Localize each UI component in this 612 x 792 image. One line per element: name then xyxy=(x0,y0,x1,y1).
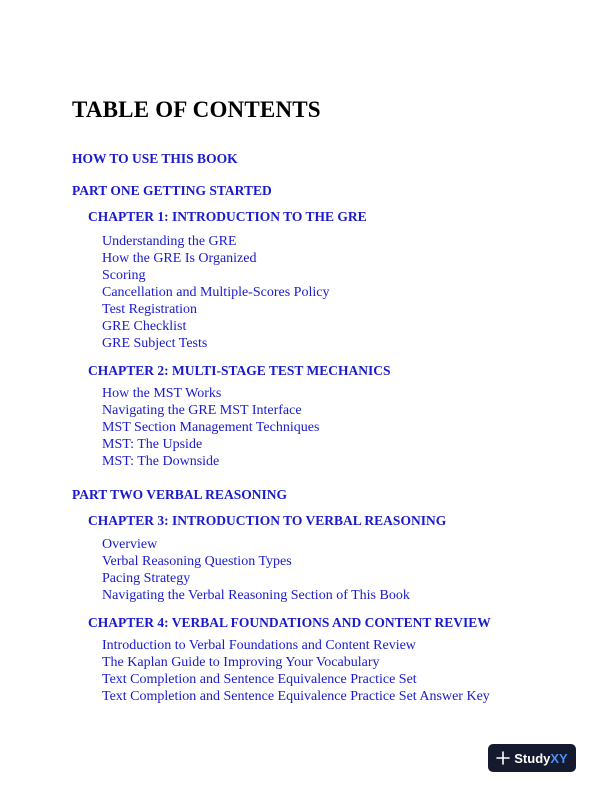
toc-section-link[interactable]: How the GRE Is Organized xyxy=(102,251,257,266)
toc-section-link[interactable]: Pacing Strategy xyxy=(102,571,191,586)
toc-section-link[interactable]: MST: The Upside xyxy=(102,437,203,452)
toc-section-link[interactable]: Navigating the GRE MST Interface xyxy=(102,403,302,418)
toc-section-link[interactable]: Text Completion and Sentence Equivalence Practice Set xyxy=(102,672,417,687)
brand-name xyxy=(514,751,567,766)
toc-how-to-use-link[interactable]: HOW TO USE THIS BOOK xyxy=(72,151,238,166)
toc-chapter-3-link[interactable]: CHAPTER 3: INTRODUCTION TO VERBAL REASONING xyxy=(88,513,447,528)
toc-section-link[interactable]: Text Completion and Sentence Equivalence Practice Set Answer Key xyxy=(102,689,490,704)
toc-part-one-link[interactable]: PART ONE GETTING STARTED xyxy=(72,183,272,198)
plus-icon xyxy=(496,751,510,765)
toc-section-link[interactable]: MST Section Management Techniques xyxy=(102,420,320,435)
toc-section-link[interactable]: Navigating the Verbal Reasoning Section of This Book xyxy=(102,588,410,603)
toc-section-link[interactable]: GRE Subject Tests xyxy=(102,336,208,351)
page-title: TABLE OF CONTENTS xyxy=(72,97,321,122)
toc-section-link[interactable]: Test Registration xyxy=(102,302,198,317)
brand-main: Study xyxy=(514,750,551,766)
toc-part-two-link[interactable]: PART TWO VERBAL REASONING xyxy=(72,487,287,502)
toc-section-link[interactable]: Understanding the GRE xyxy=(102,234,237,249)
toc-section-link[interactable]: How the MST Works xyxy=(102,386,222,401)
toc-section-link[interactable]: GRE Checklist xyxy=(102,319,187,334)
toc-section-link[interactable]: Cancellation and Multiple-Scores Policy xyxy=(102,285,330,300)
brand-accent: XY xyxy=(550,750,568,766)
toc-section-link[interactable]: The Kaplan Guide to Improving Your Vocabulary xyxy=(102,655,380,670)
toc-chapter-1-link[interactable]: CHAPTER 1: INTRODUCTION TO THE GRE xyxy=(88,209,367,224)
toc-chapter-4-link[interactable]: CHAPTER 4: VERBAL FOUNDATIONS AND CONTENT REVIEW xyxy=(88,615,491,630)
toc-section-link[interactable]: Overview xyxy=(102,537,158,552)
toc-section-link[interactable]: Scoring xyxy=(102,268,146,283)
studyxy-badge[interactable] xyxy=(488,744,576,772)
toc-section-link[interactable]: Introduction to Verbal Foundations and Content Review xyxy=(102,638,416,653)
toc-section-link[interactable]: MST: The Downside xyxy=(102,454,220,469)
toc-chapter-2-link[interactable]: CHAPTER 2: MULTI-STAGE TEST MECHANICS xyxy=(88,363,391,378)
toc-section-link[interactable]: Verbal Reasoning Question Types xyxy=(102,554,292,569)
